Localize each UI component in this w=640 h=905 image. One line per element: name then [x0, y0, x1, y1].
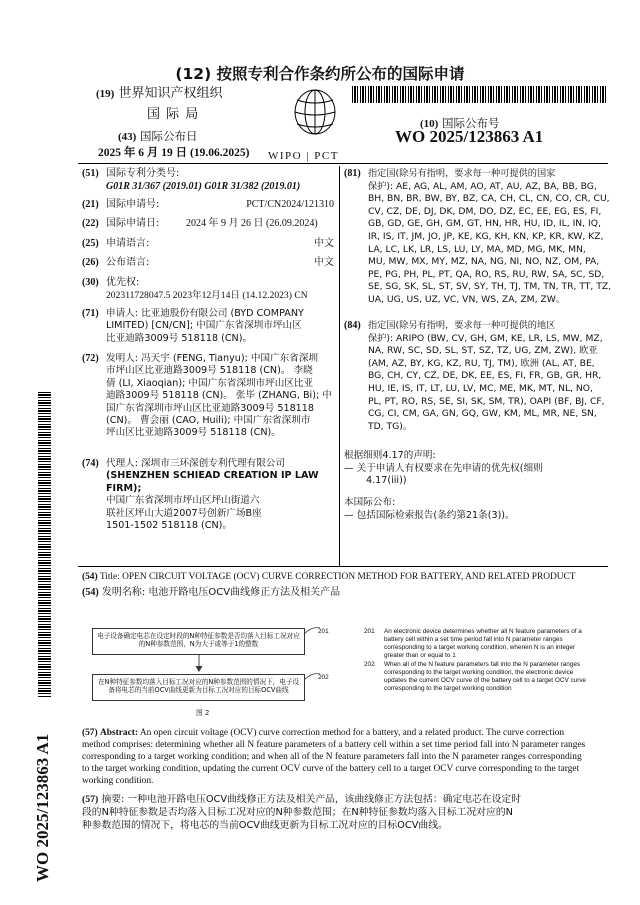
inventor-line: (CN)。 曹会丽 (CAO, Huili); 中国广东省深圳市 [106, 415, 311, 427]
states-line: UA, UG, US, UZ, VC, VN, WS, ZA, ZM, ZW。 [368, 293, 565, 305]
legend-text-201: An electronic device determines whether all N feature parameters of a battery cell within a set time period fall into N parameter ranges corresponding to a target working condition, wherein N is an integer greater than or equal to 1 [384, 628, 582, 659]
field-26: (26) 公布语言: 中文 [82, 257, 334, 268]
field-51-value: G01R 31/367 (2019.01) G01R 31/382 (2019.01) [106, 181, 301, 192]
abstract-chinese: (57) 摘要: 一种电池开路电压OCV曲线修正方法及相关产品，该曲线修正方法包括：确定电芯在设定时 段的N种特征参数是否均落入目标工况对应的N种参数范围；在N种特征参数均落入目标工况对应的N 种参数范围的情况下，将电芯的当前OCV曲线更新为目标工况对应的目标OCV曲线。 [82, 794, 521, 831]
title-chinese: (54) 发明名称: 电池开路电压OCV曲线修正方法及相关产品 [82, 587, 341, 598]
agent-line: 联社区坪山大道2007号创新广场B座 [106, 507, 262, 519]
inventor-line: 国广东省深圳市坪山区比亚迪路3009号 518118 [106, 402, 314, 414]
leader-line-202 [300, 670, 324, 684]
flowchart-step-202: 在N种特征参数均落入目标工况对应的N种参数范围的情况下，电子设备将电芯的当前OCV曲线更新为目标工况对应的目标OCV曲线 [92, 674, 305, 701]
field-30-value: 202311728047.5 2023年12月14日 (14.12.2023) CN [106, 290, 308, 301]
wipo-logo-text: WIPO | PCT [268, 150, 339, 162]
flow-arrow-down-icon [192, 655, 206, 675]
declaration-body: — 关于申请人有权要求在先申请的优先权(细则 4.17(iii)) [344, 463, 543, 487]
barcode-top [352, 86, 606, 103]
title-english: (54) Title: OPEN CIRCUIT VOLTAGE (OCV) CURVE CORRECTION METHOD FOR BATTERY, AND RELATED PRODUCT [82, 572, 576, 582]
field-71-applicant: (71) 申请人: 比亚迪股份有限公司 (BYD COMPANY LIMITED) [CN/CN]; 中国广东省深圳市坪山区 比亚迪路3009号 518118 (CN)。 [82, 308, 338, 345]
field-51-label: (51) 国际专利分类号: [82, 168, 180, 179]
inventor-line: 坪山区比亚迪路3009号 518118 (CN)。 [106, 427, 281, 439]
states-line: SE, SG, SK, SL, ST, SV, SY, TH, TJ, TM, TN, TR, TT, TZ, [368, 281, 612, 293]
states-line: BH, BN, BR, BW, BY, BZ, CA, CH, CL, CN, CO, CR, CU, [368, 193, 610, 205]
publication-note-body: — 包括国际检索报告(条约第21条(3))。 [344, 510, 515, 521]
international-bureau: 国 际 局 [147, 107, 200, 122]
inventor-line: 迪路3009号 518118 (CN)。 张毕 (ZHANG, Bi); 中 [106, 390, 332, 402]
inventor-line: 市坪山区比亚迪路3009号 518118 (CN)。 李晓 [106, 365, 313, 377]
abstract-english: (57) Abstract: An open circuit voltage (OCV) curve correction method for a battery, and a related product. The curve correction method comprises: determining whether all N feature parameters of a battery cell within a set time period fall into N parameter ranges corresponding to a target working condition; and when all of the N feature parameters fall into the N parameter ranges corresponding to the target working condition, updating the current OCV curve of the battery cell to a target OCV curve corresponding to the target working condition. [82, 728, 586, 786]
regions-line: CG, CI, CM, GA, GN, GQ, GW, KM, ML, MR, NE, SN, [368, 408, 597, 420]
applicant-line: LIMITED) [CN/CN]; 中国广东省深圳市坪山区 [106, 320, 302, 332]
states-line: IR, IS, IT, JM, JO, JP, KE, KG, KH, KN, KP, KR, KW, KZ, [368, 230, 604, 242]
field-22: (22) 国际申请日: 2024 年 9 月 26 日 (26.09.2024) [82, 218, 318, 229]
flowchart-step-201: 电子设备确定电芯在设定时段的N种特征参数是否均落入目标工况对应的N种参数范围，N为大于或等于1的整数 [92, 628, 305, 655]
regions-line: 保护): ARIPO (BW, CV, GH, GM, KE, LR, LS, MW, MZ, [368, 332, 603, 344]
titles-divider [78, 566, 608, 567]
applicant-line: 申请人: 比亚迪股份有限公司 (BYD COMPANY [106, 308, 304, 319]
wipo-emblem-icon [287, 86, 343, 144]
leader-line-201 [300, 624, 324, 638]
field-72-inventors: (72) 发明人: 冯天宇 (FENG, Tianyu); 中国广东省深圳 市坪山区比亚迪路3009号 518118 (CN)。 李晓 倩 (LI, Xiaoqian); 中国广东省深圳市坪山区比亚 迪路3009号 518118 (CN)。 张毕 (ZHANG, Bi); 中 国广东省深圳市坪山区比亚迪路3009号 518118 (CN)。 曹会丽 (CAO, Huili); 中国广东省深圳市 坪山区比亚迪路3009号 518118 (CN)。 [82, 353, 338, 440]
regions-line: NA, RW, SC, SD, SL, ST, SZ, TZ, UG, ZM, ZW), 欧亚 [368, 345, 598, 357]
regions-line: BG, CH, CY, CZ, DE, DK, EE, ES, FI, FR, GB, GR, HR, [368, 370, 602, 382]
regions-line: TD, TG)。 [368, 420, 413, 432]
states-line: PE, PG, PH, PL, PT, QA, RO, RS, RU, RW, SA, SC, SD, [368, 268, 605, 280]
states-line: GB, GD, GE, GH, GM, GT, HN, HR, HU, ID, IL, IN, IQ, [368, 218, 601, 230]
publication-date-value: 2025 年 6 月 19 日 (19.06.2025) [98, 147, 250, 159]
wipo-org-name: (19) 世界知识产权组织 [96, 86, 223, 101]
field-74-agent: (74) 代理人: 深圳市三环深创专利代理有限公司 (SHENZHEN SCHIEAD CREATION IP LAW FIRM); 中国广东省深圳市坪山区坪山街道六 联社区坪山大道2007号创新广场B座 1501-1502 518118 (CN)。 [82, 458, 338, 532]
declaration-title: 根据细则4.17的声明: [344, 450, 436, 461]
header-divider [78, 163, 608, 164]
applicant-line: 比亚迪路3009号 518118 (CN)。 [106, 332, 253, 344]
states-line: CV, CZ, DE, DJ, DK, DM, DO, DZ, EC, EE, EG, ES, FI, [368, 205, 602, 217]
agent-line: 1501-1502 518118 (CN)。 [106, 520, 232, 532]
states-line: MU, MW, MX, MY, MZ, NA, NG, NI, NO, NZ, OM, PA, [368, 256, 600, 268]
regions-line: 指定国(除另有指明，要求每一种可提供的地区 [368, 320, 556, 331]
agent-line: 代理人: 深圳市三环深创专利代理有限公司 [106, 458, 285, 469]
publication-number-label: (10) 国际公布号 [420, 116, 500, 130]
field-30-label: (30) 优先权: [82, 277, 140, 288]
step-ref-201: 201 [318, 628, 329, 635]
inventor-line: 发明人: 冯天宇 (FENG, Tianyu); 中国广东省深圳 [106, 353, 319, 364]
document-title: (12) 按照专利合作条约所公布的国际申请 [175, 65, 465, 83]
legend-text-202: When all of the N feature parameters fall into the N parameter ranges corresponding to the target working condition, the electronic device updates the current OCV curve of the battery cell to a target OCV curve corresponding to the target working condition [384, 661, 587, 692]
publication-note-title: 本国际公布: [344, 497, 396, 508]
states-line: 保护): AE, AG, AL, AM, AO, AT, AU, AZ, BA, BB, BG, [368, 180, 597, 192]
inventor-line: 倩 (LI, Xiaoqian); 中国广东省深圳市坪山区比亚 [106, 377, 314, 389]
field-84-regional-states: (84) 指定国(除另有指明，要求每一种可提供的地区 保护): ARIPO (BW, CV, GH, GM, KE, LR, LS, MW, MZ, NA, RW, SC, SD, SL, ST, SZ, TZ, UG, ZM, ZW), 欧亚 (AM, AZ, BY, KG, KZ, RU, TJ, TM), 欧洲 (AL, AT, BE, BG, CH, CY, CZ, DE, DK, EE, ES, FI, FR, GB, GR, HR, HU, IE, IS, IT, LT, LU, LV, MC, ME, MK, MT, NL, NO, PL, PT, RO, RS, SE, SI, SK, SM, TR), OAPI (BF, BJ, CF, CG, CI, CM, GA, GN, GQ, GW, KM, ML, MR, NE, SN, TD, TG)。 [344, 320, 614, 433]
column-divider [339, 166, 340, 566]
legend-ref-201: 201 [364, 628, 375, 635]
states-line: 指定国(除另有指明，要求每一种可提供的国家 [368, 168, 556, 179]
barcode-side [38, 392, 51, 698]
agent-line: 中国广东省深圳市坪山区坪山街道六 [106, 495, 260, 507]
wipo-logo-emblem [287, 86, 343, 144]
states-line: LA, LC, LK, LR, LS, LU, LY, MA, MD, MG, MK, MN, [368, 243, 586, 255]
field-81-designated-states: (81) 指定国(除另有指明，要求每一种可提供的国家 保护): AE, AG, AL, AM, AO, AT, AU, AZ, BA, BB, BG, BH, BN, BR, BW, BY, BZ, CA, CH, CL, CN, CO, CR, CU, CV, CZ, DE, DJ, DK, DM, DO, DZ, EC, EE, EG, ES, FI, GB, GD, GE, GH, GM, GT, HN, HR, HU, ID, IL, IN, IQ, IR, IS, IT, JM, JO, JP, KE, KG, KH, KN, KP, KR, KW, KZ, LA, LC, LK, LR, LS, LU, LY, MA, MD, MG, MK, MN, MU, MW, MX, MY, MZ, NA, NG, NI, NO, NZ, OM, PA, PE, PG, PH, PL, PT, QA, RO, RS, RU, RW, SA, SC, SD, SE, SG, SK, SL, ST, SV, SY, TH, TJ, TM, TN, TR, TT, TZ, UA, UG, US, UZ, VC, VN, WS, ZA, ZM, ZW。 [344, 168, 614, 307]
regions-line: HU, IE, IS, IT, LT, LU, LV, MC, ME, MK, MT, NL, NO, [368, 382, 593, 394]
step-ref-202: 202 [318, 674, 329, 681]
side-publication-number: WO 2025/123863 A1 [33, 733, 52, 882]
regions-line: PL, PT, RO, RS, SE, SI, SK, SM, TR), OAPI (BF, BJ, CF, [368, 395, 605, 407]
publication-date-label: (43) 国际公布日 [118, 129, 198, 143]
field-25: (25) 申请语言: 中文 [82, 238, 334, 249]
field-21: (21) 国际申请号: PCT/CN2024/121310 [82, 199, 334, 210]
regions-line: (AM, AZ, BY, KG, KZ, RU, TJ, TM), 欧洲 (AL, AT, BE, [368, 357, 595, 369]
agent-line: (SHENZHEN SCHIEAD CREATION IP LAW FIRM); [106, 470, 319, 494]
figure-caption: 图 2 [196, 709, 210, 717]
legend-ref-202: 202 [364, 661, 375, 668]
publication-number-value: WO 2025/123863 A1 [395, 127, 544, 146]
